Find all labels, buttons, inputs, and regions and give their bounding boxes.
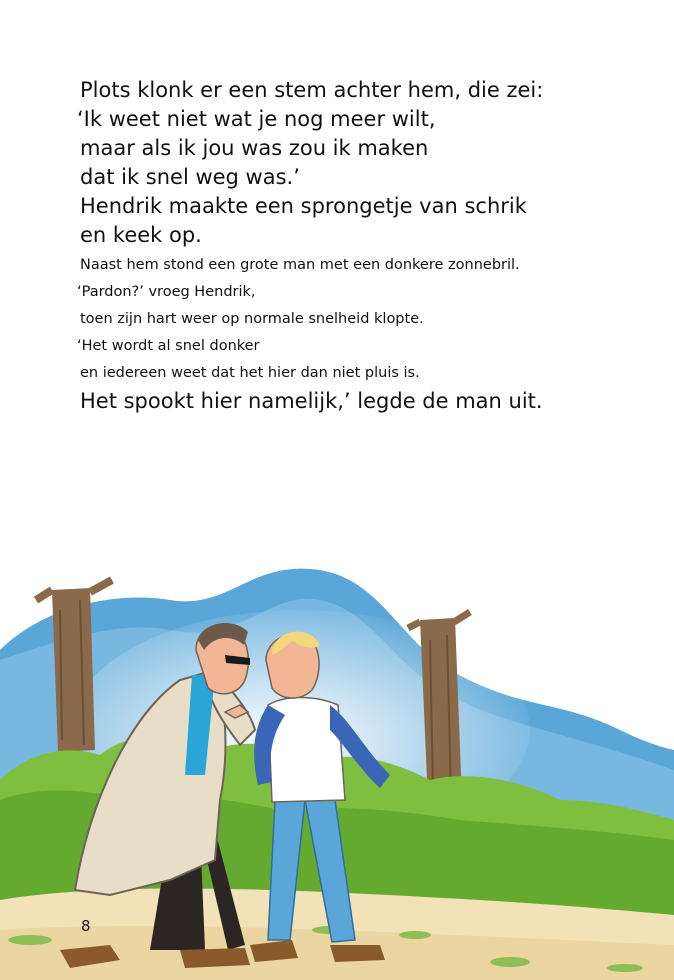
story-line: Hendrik maakte een sprongetje van schrik [80,194,527,218]
story-line: ‘Pardon?’ vroeg Hendrik, [77,284,256,300]
story-text [77,76,640,416]
story-illustration [0,500,674,980]
story-line: toen zijn hart weer op normale snelheid klopte. [80,311,424,327]
story-line: ‘Het wordt al snel donker [77,338,260,354]
story-line: maar als ik jou was zou ik maken [80,136,429,160]
story-line: Het spookt hier namelijk,’ legde de man uit. [80,389,543,413]
story-line: Plots klonk er een stem achter hem, die zei: [80,78,544,102]
story-line: Naast hem stond een grote man met een donkere zonnebril. [80,257,520,273]
story-line: en keek op. [80,223,202,247]
story-line: ‘Ik weet niet wat je nog meer wilt, [77,107,436,131]
page-number: 8 [81,917,91,935]
story-line: dat ik snel weg was.’ [80,165,300,189]
story-line: en iedereen weet dat het hier dan niet pluis is. [80,365,420,381]
